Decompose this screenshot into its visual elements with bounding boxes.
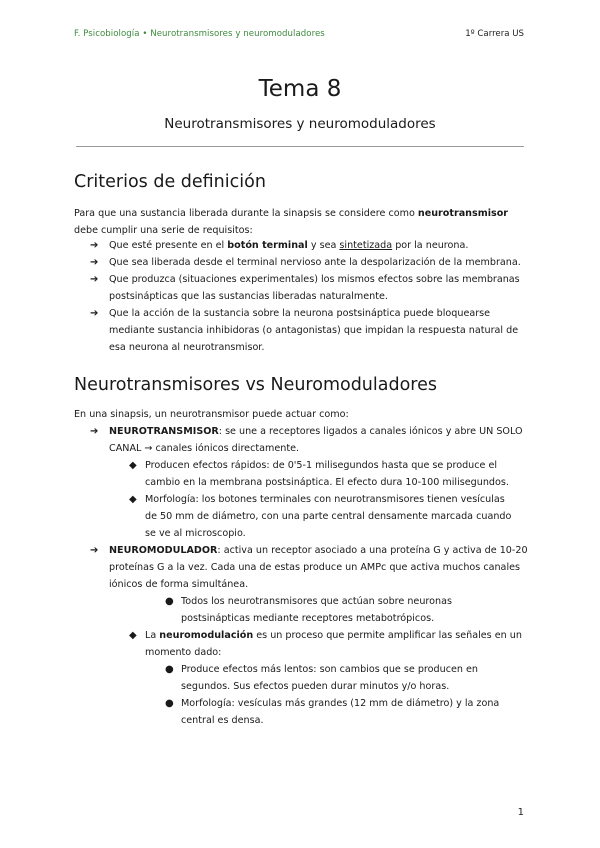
- nt-sub-item: [145, 491, 529, 542]
- criterion-line: mediante sustancia inhibidoras (o antagonistas) que impidan la respuesta natural de: [109, 325, 519, 336]
- neuromodulacion-bold: neuromodulación: [159, 630, 254, 641]
- nm-sub-line: central es densa.: [181, 715, 264, 726]
- page-title: Tema 8: [258, 76, 342, 102]
- nm-diamond-text: momento dado:: [145, 647, 222, 658]
- nt-sub-line: cambio en la membrana postsináptica. El efecto dura 10-100 milisegundos.: [145, 477, 509, 488]
- diamond-bullet-icon: ◆: [129, 494, 137, 505]
- neuromodulador-label: NEUROMODULADOR: [109, 545, 218, 556]
- criterion-item: Que sea liberada desde el terminal nervioso ante la despolarización de la membrana.: [109, 257, 521, 268]
- criterion-line: postsinápticas que las sustancias liberadas naturalmente.: [109, 291, 388, 302]
- page-subtitle: Neurotransmisores y neuromoduladores: [164, 116, 436, 132]
- nt-text: CANAL → canales iónicos directamente.: [109, 443, 300, 454]
- nm-diamond-text: es un proceso que permite amplificar las señales en un: [253, 630, 522, 641]
- nt-sub-line: Producen efectos rápidos: de 0'5-1 milisegundos hasta que se produce el: [145, 460, 498, 471]
- header-course-year: 1º Carrera US: [465, 29, 524, 39]
- nm-sub-line: Produce efectos más lentos: son cambios que se producen en: [181, 664, 478, 675]
- nm-sub-item: [181, 695, 529, 729]
- criterion-line: esa neurona al neurotransmisor.: [109, 342, 265, 353]
- nm-dot-line: Todos los neurotransmisores que actúan sobre neuronas: [181, 596, 452, 607]
- nt-sub-line: Morfología: los botones terminales con neurotransmisores tienen vesículas: [145, 494, 505, 505]
- arrow-bullet-icon: ➔: [90, 545, 99, 556]
- criterion-bold: botón terminal: [227, 240, 308, 251]
- section2-intro: En una sinapsis, un neurotransmisor puede actuar como:: [74, 409, 349, 420]
- nm-dot-line: postsinápticas mediante receptores metabotrópicos.: [181, 613, 435, 624]
- nm-text: proteínas G a la vez. Cada una de estas produce un AMPc que activa muchos canales: [109, 562, 521, 573]
- section1-intro: [74, 205, 528, 239]
- intro-text-2: debe cumplir una serie de requisitos:: [74, 225, 253, 236]
- arrow-bullet-icon: ➔: [90, 274, 99, 285]
- section-heading-nt-vs-nm: Neurotransmisores vs Neuromoduladores: [74, 375, 437, 395]
- criterion-item: [109, 305, 529, 356]
- arrow-bullet-icon: ➔: [90, 308, 99, 319]
- nt-sub-line: se ve al microscopio.: [145, 528, 246, 539]
- diamond-bullet-icon: ◆: [129, 630, 137, 641]
- criterion-line: Que produzca (situaciones experimentales) los mismos efectos sobre las membranas: [109, 274, 520, 285]
- dot-bullet-icon: ●: [165, 664, 174, 675]
- criterion-line: Que la acción de la sustancia sobre la neurona postsináptica puede bloquearse: [109, 308, 491, 319]
- intro-text: Para que una sustancia liberada durante la sinapsis se considere como: [74, 208, 418, 219]
- arrow-bullet-icon: ➔: [90, 257, 99, 268]
- criterion-text: por la neurona.: [392, 240, 469, 251]
- intro-bold: neurotransmisor: [417, 208, 509, 219]
- title-divider: [76, 146, 524, 147]
- section-heading-criterios: Criterios de definición: [74, 172, 266, 192]
- criterion-text: y sea: [307, 240, 340, 251]
- nt-sub-line: de 50 mm de diámetro, con una parte central densamente marcada cuando: [145, 511, 512, 522]
- nm-sub-item: [181, 661, 529, 695]
- page-number: 1: [517, 807, 524, 818]
- neuromodulacion-item: [145, 627, 529, 661]
- nm-text: : activa un receptor asociado a una proteína G y activa de 10-20: [217, 545, 528, 556]
- neuromodulador-item: [109, 542, 529, 593]
- nt-text: : se une a receptores ligados a canales iónicos y abre UN SOLO: [218, 426, 523, 437]
- criterion-text: Que esté presente en el: [109, 240, 228, 251]
- nm-text: iónicos de forma simultánea.: [109, 579, 249, 590]
- dot-bullet-icon: ●: [165, 698, 174, 709]
- header-course-title: F. Psicobiología • Neurotransmisores y neuromoduladores: [74, 29, 325, 39]
- nm-diamond-text: La: [145, 630, 160, 641]
- neurotransmisor-label: NEUROTRANSMISOR: [109, 426, 219, 437]
- arrow-bullet-icon: ➔: [90, 426, 99, 437]
- arrow-bullet-icon: ➔: [90, 240, 99, 251]
- nm-sub-line: Morfología: vesículas más grandes (12 mm de diámetro) y la zona: [181, 698, 500, 709]
- dot-bullet-icon: ●: [165, 596, 174, 607]
- nt-sub-item: [145, 457, 529, 491]
- nm-dot-item: [181, 593, 529, 627]
- nm-sub-line: segundos. Sus efectos pueden durar minutos y/o horas.: [181, 681, 450, 692]
- criterion-item: [109, 237, 529, 254]
- diamond-bullet-icon: ◆: [129, 460, 137, 471]
- neurotransmisor-item: [109, 423, 529, 457]
- criterion-item: [109, 271, 529, 305]
- criterion-underline: sintetizada: [339, 240, 393, 251]
